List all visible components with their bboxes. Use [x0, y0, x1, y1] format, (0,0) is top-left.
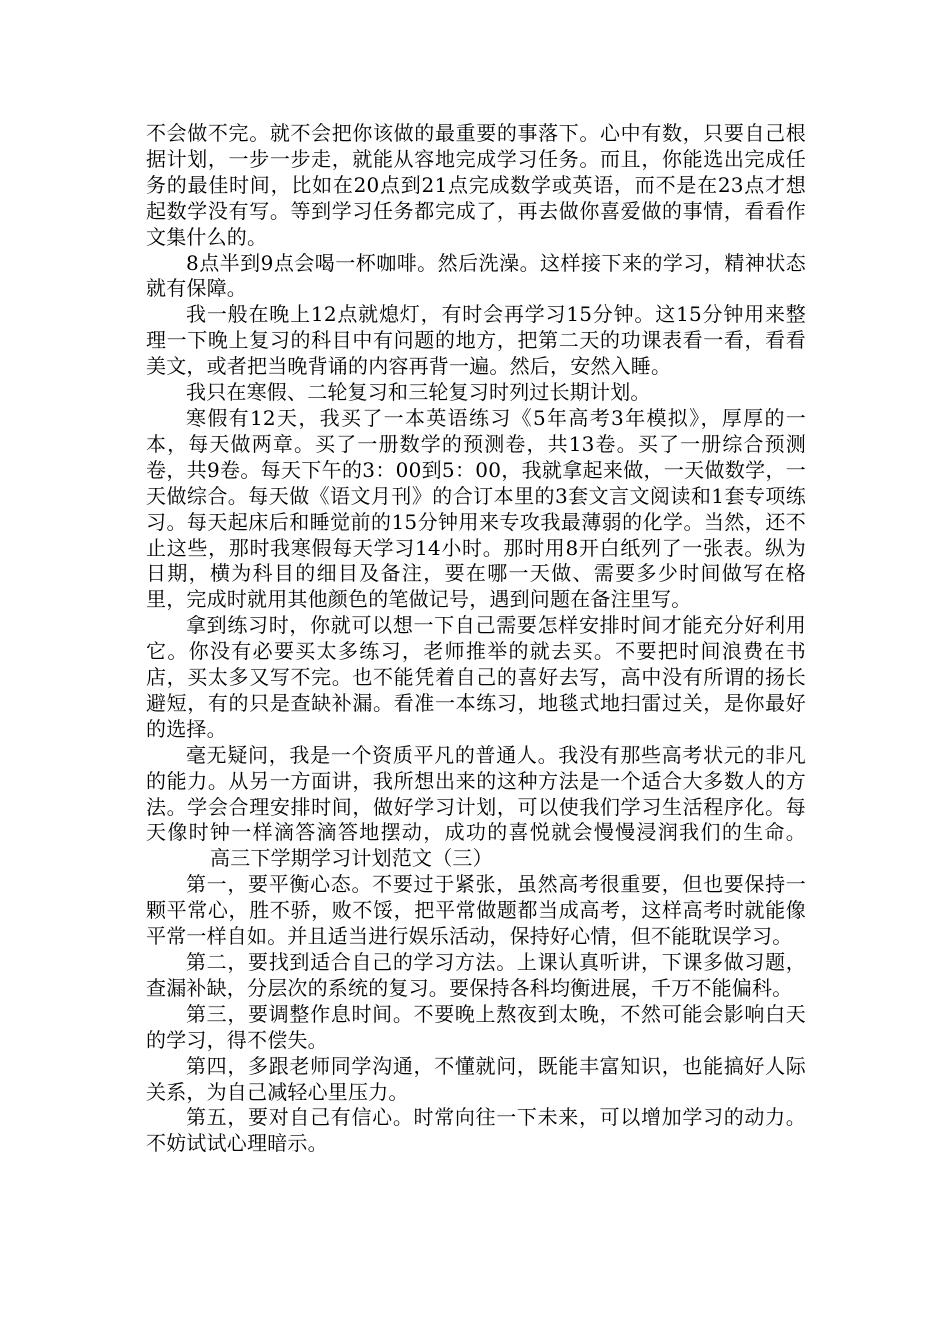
- paragraph-continuation: 不会做不完。就不会把你该做的最重要的事落下。心中有数，只要自己根据计划，一步一步走，就能从容地完成学习任务。而且，你能选出完成任务的最佳时间，比如在20点到21点完成数学或英语，而不是在23点才想起数学没有写。等到学习任务都完成了，再去做你喜爱做的事情，看看作文集什么的。: [146, 121, 806, 249]
- paragraph-long-term-plan: 我只在寒假、二轮复习和三轮复习时列过长期计划。: [186, 380, 651, 405]
- paragraph-point-3: 第三，要调整作息时间。不要晚上熬夜到太晚，不然可能会影响白天的学习，得不偿失。: [146, 1001, 806, 1052]
- paragraph-conclusion-text: 毫无疑问，我是一个资质平凡的普通人。我没有那些高考状元的非凡的能力。从另一方面讲，我所想出来的这种方法是一个适合大多数人的方法。学会合理安排时间，做好学习计划，可以使我们学习生活程序化。每天像时钟一样滴答滴答地摆动，成功的喜悦就会慢慢浸润我们的生命。: [146, 742, 806, 845]
- paragraph-point-1: 第一，要平衡心态。不要过于紧张，虽然高考很重要，但也要保持一颗平常心，胜不骄，败不馁，把平常做题都当成高考，这样高考时就能像平常一样自如。并且适当进行娱乐活动，保持好心情，但不能耽误学习。: [146, 872, 806, 949]
- paragraph-practice-books: 拿到练习时，你就可以想一下自己需要怎样安排时间才能充分好利用它。你没有必要买太多练习，老师推举的就去买。不要把时间浪费在书店，买太多又写不完。也不能凭着自己的喜好去写，高中没有所谓的扬长避短，有的只是查缺补漏。看准一本练习，地毯式地扫雷过关，是你最好的选择。: [146, 613, 806, 741]
- paragraph-coffee: 8点半到9点会喝一杯咖啡。然后洗澡。这样接下来的学习，精神状态就有保障。: [146, 250, 806, 301]
- section-heading: 高三下学期学习计划范文（三）: [210, 846, 493, 871]
- paragraph-conclusion: [146, 743, 806, 873]
- document-body: [146, 121, 806, 1157]
- paragraph-point-4: 第四，多跟老师同学沟通，不懂就问，既能丰富知识，也能搞好人际关系，为自己减轻心里压力。: [146, 1053, 806, 1104]
- paragraph-point-5: 第五，要对自己有信心。时常向往一下未来，可以增加学习的动力。不妨试试心理暗示。: [146, 1105, 806, 1156]
- paragraph-point-2: 第二，要找到适合自己的学习方法。上课认真听讲，下课多做习题，查漏补缺，分层次的系统的复习。要保持各科均衡进展，千万不能偏科。: [146, 950, 806, 1000]
- paragraph-winter-break: 寒假有12天，我买了一本英语练习《5年高考3年模拟》，厚厚的一本，每天做两章。买了一册数学的预测卷，共13卷。买了一册综合预测卷，共9卷。每天下午的3：00到5：00，我就拿起来做，一天做数学，一天做综合。每天做《语文月刊》的合订本里的3套文言文阅读和1套专项练习。每天起床后和睡觉前的15分钟用来专攻我最薄弱的化学。当然，还不止这些，那时我寒假每天学习14小时。那时用8开白纸列了一张表。纵为日期，横为科目的细目及备注，要在哪一天做、需要多少时间做写在格里，完成时就用其他颜色的笔做记号，遇到问题在备注里写。: [146, 405, 806, 612]
- paragraph-lights-out: 我一般在晚上12点就熄灯，有时会再学习15分钟。这15分钟用来整理一下晚上复习的科目中有问题的地方，把第二天的功课表看一看，看看美文，或者把当晚背诵的内容再背一遍。然后，安然入睡。: [146, 302, 806, 379]
